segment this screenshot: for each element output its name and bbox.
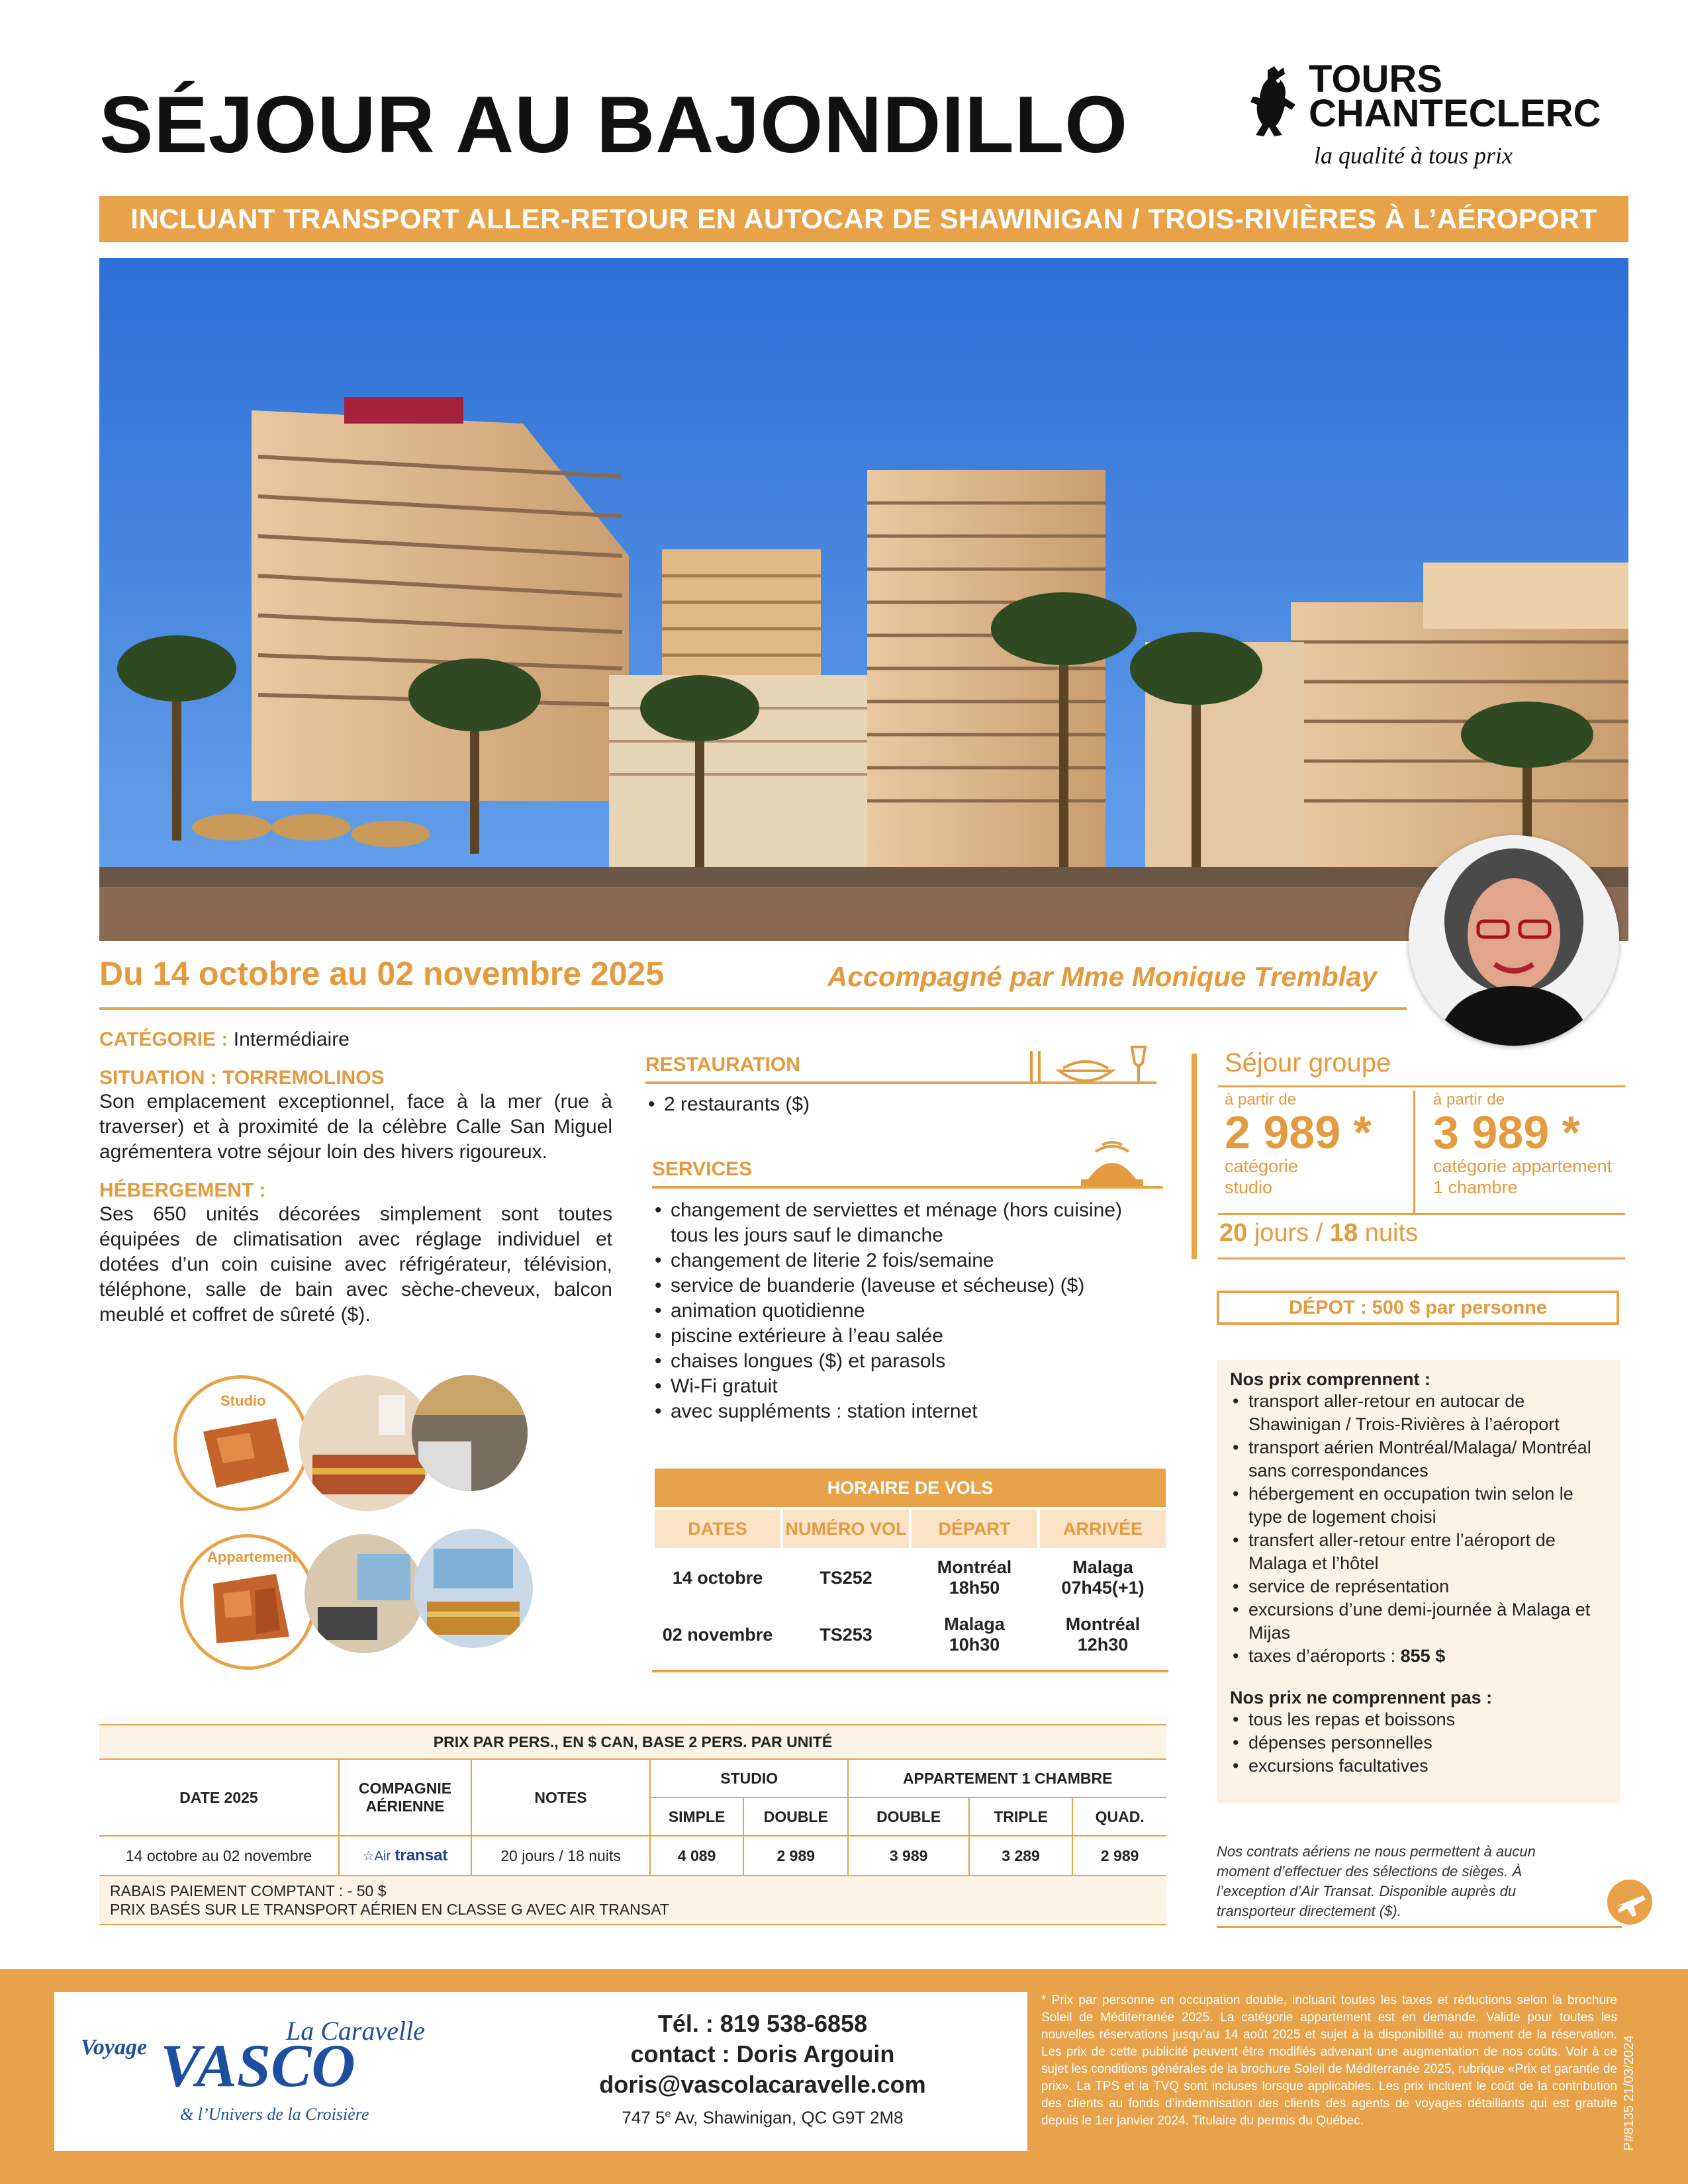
duration-nights-label: nuits	[1364, 1219, 1419, 1247]
excludes-title: Nos prix ne comprennent pas :	[1230, 1688, 1493, 1707]
col-header-airline: COMPAGNIE AÉRIENNE	[339, 1759, 471, 1836]
service-bell-icon	[1076, 1138, 1149, 1191]
col-header: DATES	[653, 1508, 782, 1549]
list-item: • piscine extérieure à l’eau salée	[652, 1324, 1163, 1349]
arr-time: 12h30	[1077, 1635, 1129, 1655]
list-item: • avec suppléments : station internet	[652, 1399, 1163, 1424]
logo-line-2: CHANTECLERC	[1309, 92, 1601, 135]
trip-dates: Du 14 octobre au 02 novembre 2025	[99, 955, 665, 992]
list-item: • excursions facultatives	[1230, 1754, 1607, 1778]
duration-days-label: jours /	[1254, 1219, 1323, 1247]
price-table-caption: PRIX PAR PERS., EN $ CAN, BASE 2 PERS. PAR UNITÉ	[99, 1725, 1166, 1759]
list-item: • animation quotidienne	[652, 1298, 1163, 1324]
price-notes	[99, 1876, 1166, 1925]
duration-nights: 18	[1329, 1219, 1358, 1247]
dep-city: Montréal	[937, 1557, 1012, 1577]
price-category: catégorie appartement 1 chambre	[1433, 1156, 1613, 1197]
sub-header: QUAD.	[1072, 1797, 1166, 1836]
flight-departure	[910, 1549, 1039, 1606]
logo-caravelle: La Caravelle	[286, 2016, 425, 2046]
lodging-label: HÉBERGEMENT :	[99, 1179, 266, 1201]
seat-disclaimer: Nos contrats aériens ne nous permettent à aucun moment d’effectuer des sélections de sièges. À l’exception d’Air Transat. Disponible auprès du transporteur directement ($).	[1217, 1843, 1536, 1919]
restauration-list	[645, 1092, 1156, 1117]
excludes-list	[1230, 1708, 1607, 1778]
duration	[1219, 1219, 1418, 1248]
list-item: • chaises longues ($) et parasols	[652, 1349, 1163, 1374]
price-cell: 3 289	[969, 1836, 1072, 1876]
page-title: SÉJOUR AU BAJONDILLO	[99, 79, 1129, 169]
row-date: 14 octobre au 02 novembre	[99, 1836, 339, 1876]
flight-number: TS253	[782, 1606, 910, 1663]
list-item: • dépenses personnelles	[1230, 1731, 1607, 1754]
apartment-living-photo	[305, 1534, 424, 1653]
table-row	[99, 1836, 1166, 1876]
table-row	[653, 1606, 1167, 1663]
rooster-icon	[1248, 65, 1306, 138]
flight-arrival	[1039, 1549, 1167, 1606]
list-item: • tous les repas et boissons	[1230, 1708, 1607, 1731]
document-code: P#8135 21/03/2024	[1622, 2035, 1636, 2151]
logo-line-1: TOURS	[1309, 58, 1442, 101]
apartment-bedroom-photo	[414, 1529, 533, 1648]
price-cell: 4 089	[650, 1836, 743, 1876]
divider	[1217, 1926, 1622, 1928]
col-header: ARRIVÉE	[1039, 1508, 1167, 1549]
price-table	[99, 1724, 1166, 1925]
airplane-icon	[1607, 1880, 1652, 1925]
col-header-apt: APPARTEMENT 1 CHAMBRE	[848, 1759, 1166, 1797]
left-column	[99, 1027, 612, 1328]
includes-box	[1217, 1360, 1620, 1803]
email-link[interactable]: doris@vascolacaravelle.com	[599, 2071, 926, 2098]
situation-label: SITUATION : TORREMOLINOS	[99, 1067, 385, 1089]
tours-chanteclerc-logo	[1248, 58, 1618, 173]
divider	[1413, 1091, 1415, 1213]
deposit-box: DÉPOT : 500 $ par personne	[1217, 1291, 1619, 1325]
list-item: • transport aérien Montréal/Malaga/ Montréal sans correspondances	[1230, 1436, 1607, 1482]
kitchen-photo	[412, 1375, 528, 1491]
price-star: *	[1353, 1107, 1372, 1158]
air-class-note: PRIX BASÉS SUR LE TRANSPORT AÉRIEN EN CLASSE G AVEC AIR TRANSAT	[110, 1901, 669, 1918]
tour-guide: Accompagné par Mme Monique Tremblay	[827, 961, 1378, 992]
duration-days: 20	[1219, 1219, 1248, 1247]
transport-banner: INCLUANT TRANSPORT ALLER-RETOUR EN AUTOCAR DE SHAWINIGAN / TROIS-RIVIÈRES À L’AÉROPORT	[99, 196, 1628, 242]
studio-label: Studio	[220, 1392, 266, 1409]
logo-vasco: VASCO	[160, 2032, 355, 2099]
list-item: • hébergement en occupation twin selon le type de logement choisi	[1230, 1482, 1607, 1529]
contact-info	[531, 2009, 994, 2132]
airline-small: Air	[374, 1849, 391, 1864]
flight-date: 14 octobre	[653, 1549, 782, 1606]
price-category: catégorie studio	[1225, 1156, 1299, 1197]
price-studio	[1225, 1091, 1410, 1198]
logo-tagline: la qualité à tous prix	[1314, 142, 1513, 169]
restauration-label: RESTAURATION	[645, 1054, 800, 1075]
taxes-value: 855 $	[1400, 1646, 1446, 1666]
sub-header: TRIPLE	[969, 1797, 1072, 1836]
services-label: SERVICES	[652, 1158, 753, 1180]
address-sup: e	[665, 2109, 671, 2120]
price-cell: 2 989	[1072, 1836, 1166, 1876]
sub-header: DOUBLE	[743, 1797, 848, 1836]
list-item: • 2 restaurants ($)	[645, 1092, 1156, 1117]
arr-city: Malaga	[1072, 1557, 1133, 1577]
price-cell: 3 989	[848, 1836, 969, 1876]
list-item: • changement de literie 2 fois/semaine	[652, 1248, 1163, 1273]
address-number: 747 5	[622, 2107, 665, 2128]
taxes-label: taxes d’aéroports :	[1248, 1646, 1396, 1666]
price-value: 3 989	[1433, 1107, 1550, 1158]
address	[531, 2100, 994, 2132]
category-label: CATÉGORIE :	[99, 1028, 228, 1050]
divider	[1218, 1085, 1625, 1087]
includes-list	[1230, 1390, 1607, 1668]
list-item: • transport aller-retour en autocar de Shawinigan / Trois-Rivières à l’aéroport	[1230, 1390, 1607, 1436]
price-box-title: Séjour groupe	[1225, 1048, 1391, 1077]
price-value: 2 989	[1225, 1107, 1341, 1158]
flight-schedule-table	[652, 1466, 1168, 1672]
arr-time: 07h45(+1)	[1061, 1578, 1145, 1598]
list-item: • transfert aller-retour entre l’aéroport de Malaga et l’hôtel	[1230, 1529, 1607, 1575]
col-header-notes: NOTES	[471, 1759, 650, 1836]
list-item	[1230, 1645, 1607, 1668]
list-item: • Wi-Fi gratuit	[652, 1374, 1163, 1399]
flight-number: TS252	[782, 1549, 910, 1606]
fine-print: * Prix par personne en occupation double, incluant toutes les taxes et réductions selon la brochure Soleil de Méditerranée 2025. La catégorie appartement est en demande. Valide pour toutes les nouvelles réservations jusqu’au 14 août 2025 et sujet à la disponibilité au moment de la réservation. Les prix de cette publicité peuvent être modifiés advenant une augmentation de nos coûts. Voir à ce sujet les conditions générales de la brochure Soleil de Méditerranée 2025, rubrique «Prix et garantie de prix». La TPS et la TVQ sont incluses lorsque applicables. Les prix incluent le coût de la contribution des clients au fonds d’indemnisation des clients des agents de voyages détaillants qui est gratuite depuis le 1er janvier 2024. Titulaire du permis du Québec.	[1041, 1993, 1617, 2128]
divider	[99, 1007, 1407, 1010]
col-header-date: DATE 2025	[99, 1759, 339, 1836]
contact-name: contact : Doris Argouin	[630, 2040, 895, 2068]
list-item: • changement de serviettes et ménage (hors cuisine) tous les jours sauf le dimanche	[652, 1198, 1163, 1248]
table-row	[653, 1549, 1167, 1606]
divider	[1218, 1213, 1625, 1215]
sub-header: DOUBLE	[848, 1797, 969, 1836]
dep-time: 18h50	[949, 1578, 1000, 1598]
vasco-logo	[81, 2015, 451, 2128]
lodging-text: Ses 650 unités décorées simplement sont toutes équipées de climatisation avec réglage individuel et dotées d’un coin cuisine avec réfrigérateur, télévision, téléphone, salle de bain avec sèche-cheveux, balcon meublé et coffret de sûreté ($).	[99, 1203, 612, 1326]
price-apartment	[1433, 1091, 1625, 1198]
from-label: à partir de	[1433, 1091, 1505, 1109]
hotel-photo	[99, 258, 1628, 941]
dining-icon	[1026, 1044, 1158, 1084]
col-header: NUMÉRO VOL	[782, 1508, 910, 1549]
includes-title: Nos prix comprennent :	[1230, 1369, 1431, 1389]
flight-departure	[910, 1606, 1039, 1663]
airline-name: transat	[395, 1846, 448, 1864]
arr-city: Montréal	[1065, 1614, 1141, 1634]
cash-discount-note: RABAIS PAIEMENT COMPTANT : - 50 $	[110, 1882, 387, 1899]
price-star: *	[1562, 1107, 1580, 1158]
list-item: • service de buanderie (laveuse et sécheuse) ($)	[652, 1273, 1163, 1298]
phone[interactable]: Tél. : 819 538-6858	[657, 2010, 868, 2037]
category-value: Intermédiaire	[233, 1028, 350, 1050]
situation-text: Son emplacement exceptionnel, face à la mer (rue à traverser) et à proximité de la célèbre Calle San Miguel agrémentera votre séjour loin des hivers rigoureux.	[99, 1091, 612, 1163]
guide-avatar	[1409, 835, 1619, 1046]
row-notes: 20 jours / 18 nuits	[471, 1836, 650, 1876]
from-label: à partir de	[1225, 1091, 1297, 1109]
logo-voyage: Voyage	[81, 2035, 148, 2060]
dep-city: Malaga	[944, 1614, 1005, 1634]
flight-table-title: HORAIRE DE VOLS	[653, 1467, 1167, 1508]
services-list	[652, 1198, 1163, 1424]
agency-contact-box	[54, 1992, 1027, 2151]
air-transat-logo: ☆Air transat	[339, 1836, 471, 1876]
address-street: Av, Shawinigan, QC G9T 2M8	[671, 2107, 904, 2128]
col-header: DÉPART	[910, 1508, 1039, 1549]
divider	[1218, 1257, 1625, 1259]
restauration-section	[645, 1044, 1156, 1117]
list-item: • excursions d’une demi-journée à Malaga et Mijas	[1230, 1598, 1607, 1645]
dep-time: 10h30	[949, 1635, 1000, 1655]
services-section	[652, 1138, 1163, 1424]
price-box-bar	[1192, 1054, 1197, 1259]
apartment-label: Appartement	[207, 1549, 297, 1565]
flight-arrival	[1039, 1606, 1167, 1663]
sub-header: SIMPLE	[650, 1797, 743, 1836]
flight-date: 02 novembre	[653, 1606, 782, 1663]
logo-tagline: & l’Univers de la Croisière	[180, 2105, 369, 2124]
list-item: • service de représentation	[1230, 1575, 1607, 1598]
price-cell: 2 989	[743, 1836, 848, 1876]
col-header-studio: STUDIO	[650, 1759, 848, 1797]
